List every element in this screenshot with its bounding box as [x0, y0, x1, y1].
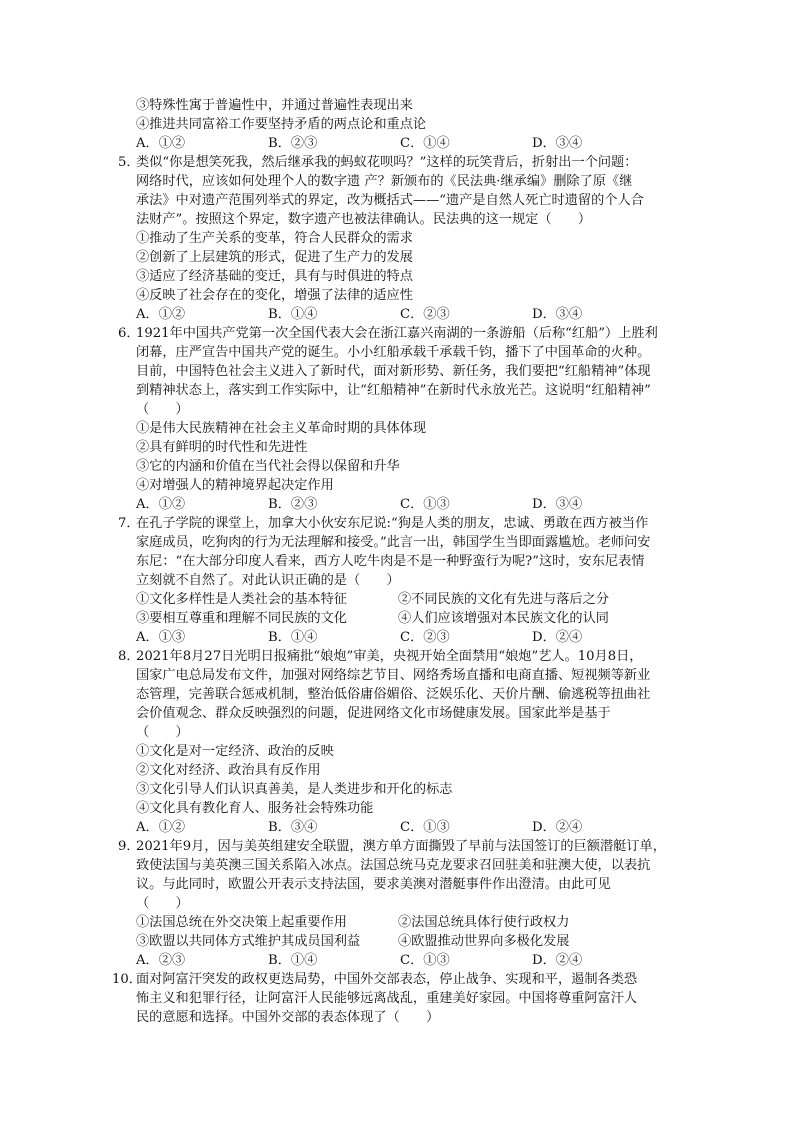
q6-option-a[interactable]: A．①②	[136, 497, 186, 512]
q7-stem-2: 家庭成员，吃狗肉的行为无法理解和接受。”此言一出，韩国学生当即面露尴尬。老师问安	[136, 535, 651, 550]
q5-statement-2: ②创新了上层建筑的形式，促进了生产力的发展	[136, 250, 413, 265]
q8-statement-2: ②文化对经济、政治具有反作用	[136, 763, 321, 778]
q5-statement-1: ①推动了生产关系的变革，符合人民群众的需求	[136, 231, 413, 246]
q8-option-a[interactable]: A．①②	[136, 820, 186, 835]
q8-line-1	[118, 647, 678, 666]
q9-options	[118, 951, 678, 970]
q4-statement-4: ④推进共同富裕工作要坚持矛盾的两点论和重点论	[136, 117, 427, 132]
q9-stem-4: （ ）	[136, 896, 189, 911]
q8-statement-3: ③文化引导人们认识真善美，是人类进步和开化的标志	[136, 782, 453, 797]
q5-option-a[interactable]: A．①②	[136, 307, 186, 322]
q8-stem-2: 国家广电总局发布文件，加强对网络综艺节目、网络秀场直播和电商直播、短视频等新业	[136, 668, 651, 683]
q5-stem-1: 类似“你是想笑死我，然后继承我的蚂蚁花呗吗？”这样的玩笑背后，折射出一个问题：	[136, 155, 638, 170]
q6-statement-1: ①是伟大民族精神在社会主义革命时期的具体体现	[136, 421, 427, 436]
q4-option-c[interactable]: C．①④	[400, 136, 450, 151]
q5-stem-3: 承法》中对遗产范围列举式的界定，改为概括式——“遗产是自然人死亡时遗留的个人合	[136, 193, 644, 208]
q9-stem-2: 致使法国与美英澳三国关系陷入冰点。法国总统马克龙要求召回驻美和驻澳大使，以表抗	[136, 858, 651, 873]
q7-statements-row-1	[118, 590, 678, 609]
q6-option-c[interactable]: C．①③	[400, 497, 450, 512]
q8-stem-3: 态管理，完善联合惩戒机制，整治低俗庸俗媚俗、泛娱乐化、天价片酬、偷逃税等扭曲社	[136, 687, 651, 702]
q7-statement-2: ②不同民族的文化有先进与落后之分	[398, 592, 609, 607]
q10-stem-1: 面对阿富汗突发的政权更迭局势，中国外交部表态，停止战争、实现和平，遏制各类恐	[136, 972, 638, 987]
q6-number: 6．	[118, 326, 140, 341]
q9-statement-2: ②法国总统具体行使行政权力	[398, 915, 570, 930]
q4-option-a[interactable]: A．①②	[136, 136, 186, 151]
q7-statements-row-2	[118, 609, 678, 628]
q7-number: 7．	[118, 516, 140, 531]
q9-option-d[interactable]: D．②④	[532, 953, 583, 968]
q7-options	[118, 628, 678, 647]
q5-stem-4: 法财产”。按照这个界定，数字遗产也被法律确认。民法典的这一规定（ ）	[136, 212, 592, 227]
q8-option-b[interactable]: B．③④	[268, 820, 318, 835]
q8-options	[118, 818, 678, 837]
q4-option-d[interactable]: D．③④	[532, 136, 583, 151]
q7-statement-4: ④人们应该增强对本民族文化的认同	[398, 611, 609, 626]
q10-number: 10．	[112, 972, 142, 987]
q5-option-c[interactable]: C．②③	[400, 307, 450, 322]
q7-stem-1: 在孔子学院的课堂上，加拿大小伙安东尼说:“狗是人类的朋友，忠诚、勇敢在西方被当作	[136, 516, 649, 531]
q8-statement-1: ①文化是对一定经济、政治的反映	[136, 744, 334, 759]
exam-content	[112, 96, 678, 1027]
q6-option-d[interactable]: D．③④	[532, 497, 583, 512]
q5-number: 5．	[118, 155, 140, 170]
q7-statement-3: ③要相互尊重和理解不同民族的文化	[136, 611, 347, 626]
q4-statement-3: ③特殊性寓于普遍性中，并通过普遍性表现出来	[136, 98, 413, 113]
q7-stem-4: 立刻就不自然了。对此认识正确的是（ ）	[136, 573, 400, 588]
q6-line-1	[118, 324, 678, 343]
q6-statement-3: ③它的内涵和价值在当代社会得以保留和升华	[136, 459, 400, 474]
q9-option-b[interactable]: B．①④	[268, 953, 318, 968]
q7-stem-3: 东尼：“在大部分印度人看来，西方人吃牛肉是不是一种野蛮行为呢?”这时，安东尼表情	[136, 554, 645, 569]
q7-option-b[interactable]: B．①④	[268, 630, 318, 645]
q6-stem-4: 到精神状态上，落实到工作实际中，让“红船精神”在新时代永放光芒。这说明“红船精神”	[136, 383, 651, 398]
q8-stem-5: （ ）	[136, 725, 189, 740]
q6-stem-5: （ ）	[136, 402, 189, 417]
q5-statement-3: ③适应了经济基础的变迁，具有与时俱进的特点	[136, 269, 413, 284]
q8-option-d[interactable]: D．②④	[532, 820, 583, 835]
q6-options	[118, 495, 678, 514]
q7-statement-1: ①文化多样性是人类社会的基本特征	[136, 592, 347, 607]
q8-number: 8．	[118, 649, 140, 664]
q5-statement-4: ④反映了社会存在的变化，增强了法律的适应性	[136, 288, 413, 303]
q9-statement-4: ④欧盟推动世界向多极化发展	[398, 934, 570, 949]
q5-options	[118, 305, 678, 324]
q6-option-b[interactable]: B．②③	[268, 497, 318, 512]
q8-stem-1: 2021年8月27日光明日报痛批“娘炮”审美，央视开始全面禁用“娘炮”艺人。10月8日，	[136, 649, 643, 664]
q7-option-c[interactable]: C．②③	[400, 630, 450, 645]
q9-stem-3: 议。与此同时，欧盟公开表示支持法国，要求美澳对潜艇事件作出澄清。由此可见	[136, 877, 611, 892]
q9-statements-row-1	[118, 913, 678, 932]
q9-number: 9．	[118, 839, 140, 854]
q9-option-a[interactable]: A．②③	[136, 953, 186, 968]
q5-stem-2: 网络时代，应该如何处理个人的数字遗 产？新颁布的《民法典·继承编》删除了原《继	[136, 174, 633, 189]
q6-stem-3: 目前，中国特色社会主义进入了新时代，面对新形势、新任务，我们要把“红船精神”体现	[136, 364, 651, 379]
q9-option-c[interactable]: C．①③	[400, 953, 450, 968]
q7-line-1	[118, 514, 678, 533]
q9-stem-1: 2021年9月，因与美英组建安全联盟，澳方单方面撕毁了早前与法国签订的巨额潜艇订单，	[136, 839, 666, 854]
q6-statement-2: ②具有鲜明的时代性和先进性	[136, 440, 308, 455]
q10-stem-2: 怖主义和犯罪行径，让阿富汗人民能够远离战乱，重建美好家园。中国将尊重阿富汗人	[136, 991, 638, 1006]
q9-line-1	[118, 837, 678, 856]
q9-statement-3: ③欧盟以共同体方式维护其成员国利益	[136, 934, 361, 949]
q6-stem-1: 1921年中国共产党第一次全国代表大会在浙江嘉兴南湖的一条游船（后称“红船”）上胜利	[136, 326, 658, 341]
q8-statement-4: ④文化具有教化育人、服务社会特殊功能	[136, 801, 374, 816]
q9-statements-row-2	[118, 932, 678, 951]
q5-option-b[interactable]: B．①④	[268, 307, 318, 322]
q7-option-a[interactable]: A．①③	[136, 630, 186, 645]
q4-options	[118, 134, 678, 153]
q8-stem-4: 会价值观念、群众反映强烈的问题，促进网络文化市场健康发展。国家此举是基于	[136, 706, 611, 721]
q10-line-1	[112, 970, 678, 989]
q6-statement-4: ④对增强人的精神境界起决定作用	[136, 478, 334, 493]
q5-option-d[interactable]: D．③④	[532, 307, 583, 322]
q9-statement-1: ①法国总统在外交决策上起重要作用	[136, 915, 347, 930]
q7-option-d[interactable]: D．②④	[532, 630, 583, 645]
q10-stem-3: 民的意愿和选择。中国外交部的表态体现了（ ）	[136, 1010, 440, 1025]
q6-stem-2: 闭幕，庄严宣告中国共产党的诞生。小小红船承载千承载千钧，播下了中国革命的火种。	[136, 345, 651, 360]
q4-option-b[interactable]: B．②③	[268, 136, 318, 151]
q8-option-c[interactable]: C．①③	[400, 820, 450, 835]
q5-line-1	[118, 153, 678, 172]
